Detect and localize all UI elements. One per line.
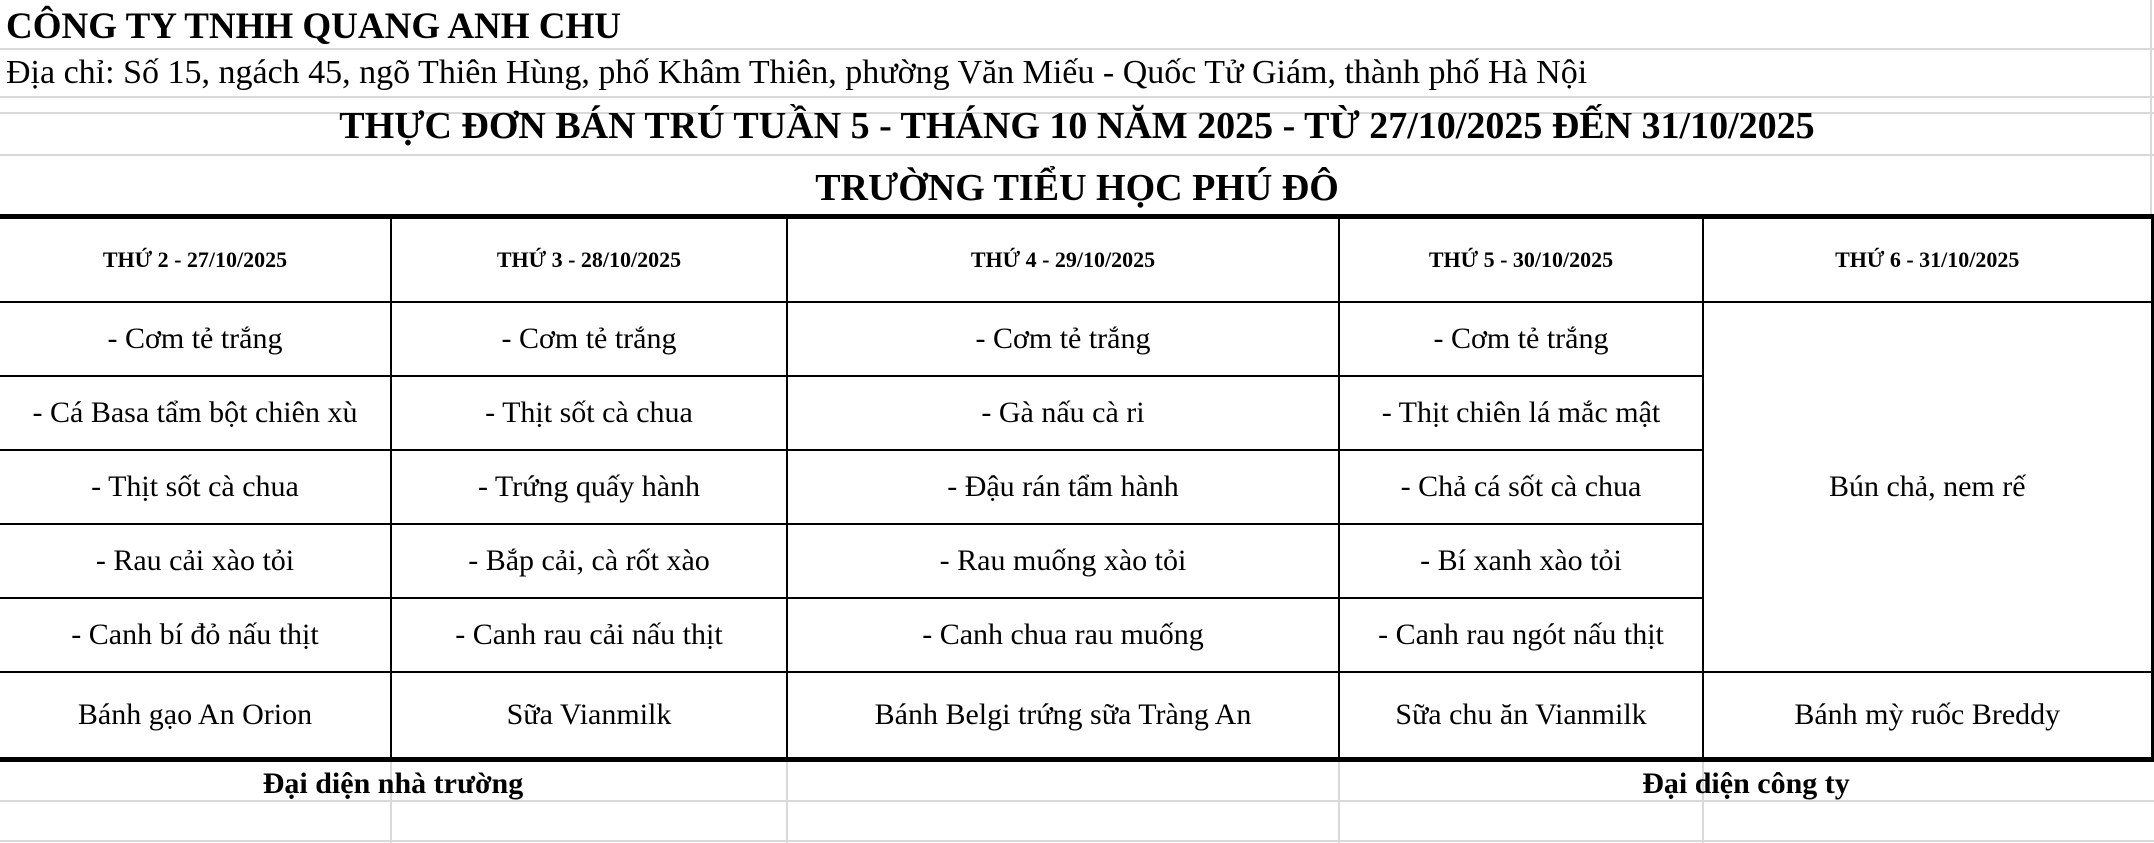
dish-cell: - Bí xanh xào tỏi bbox=[1339, 524, 1703, 598]
snack-cell: Sữa Vianmilk bbox=[391, 672, 787, 760]
gridline bbox=[0, 96, 2154, 98]
snack-cell: Bánh gạo An Orion bbox=[0, 672, 391, 760]
day-header-thursday: THỨ 5 - 30/10/2025 bbox=[1339, 217, 1703, 303]
dish-cell: - Canh bí đỏ nấu thịt bbox=[0, 598, 391, 672]
snack-cell: Bánh Belgi trứng sữa Tràng An bbox=[787, 672, 1339, 760]
dish-cell: - Cá Basa tẩm bột chiên xù bbox=[0, 376, 391, 450]
dish-cell: - Thịt chiên lá mắc mật bbox=[1339, 376, 1703, 450]
snack-row bbox=[0, 672, 2152, 760]
company-representative-label: Đại diện công ty bbox=[1642, 767, 1850, 800]
day-header-wednesday: THỨ 4 - 29/10/2025 bbox=[787, 217, 1339, 303]
dish-cell: - Rau cải xào tỏi bbox=[0, 524, 391, 598]
snack-cell: Bánh mỳ ruốc Breddy bbox=[1703, 672, 2152, 760]
dish-cell: - Cơm tẻ trắng bbox=[391, 302, 787, 376]
table-header-row bbox=[0, 217, 2152, 303]
company-address: Địa chỉ: Số 15, ngách 45, ngõ Thiên Hùng, phố Khâm Thiên, phường Văn Miếu - Quốc Tử Giám, thành phố Hà Nội bbox=[6, 54, 1588, 91]
gridline bbox=[786, 760, 788, 843]
gridline bbox=[0, 48, 2154, 50]
dish-cell: - Rau muống xào tỏi bbox=[787, 524, 1339, 598]
gridline bbox=[0, 840, 2154, 842]
dish-cell: - Chả cá sốt cà chua bbox=[1339, 450, 1703, 524]
snack-cell: Sữa chu ăn Vianmilk bbox=[1339, 672, 1703, 760]
dish-cell: - Canh rau ngót nấu thịt bbox=[1339, 598, 1703, 672]
dish-cell: - Thịt sốt cà chua bbox=[0, 450, 391, 524]
menu-title: THỰC ĐƠN BÁN TRÚ TUẦN 5 - THÁNG 10 NĂM 2025 - TỪ 27/10/2025 ĐẾN 31/10/2025 bbox=[339, 105, 1815, 147]
school-representative-label: Đại diện nhà trường bbox=[262, 767, 524, 800]
dish-cell: - Bắp cải, cà rốt xào bbox=[391, 524, 787, 598]
friday-dish-cell: Bún chả, nem rế bbox=[1703, 302, 2152, 672]
school-name: TRƯỜNG TIỂU HỌC PHÚ ĐÔ bbox=[815, 167, 1339, 209]
dish-cell: - Cơm tẻ trắng bbox=[787, 302, 1339, 376]
weekly-menu-table bbox=[0, 214, 2154, 762]
dish-cell: - Đậu rán tẩm hành bbox=[787, 450, 1339, 524]
dish-cell: - Gà nấu cà ri bbox=[787, 376, 1339, 450]
dish-cell: - Trứng quấy hành bbox=[391, 450, 787, 524]
gridline bbox=[0, 154, 2154, 156]
dish-cell: - Thịt sốt cà chua bbox=[391, 376, 787, 450]
day-header-monday: THỨ 2 - 27/10/2025 bbox=[0, 217, 391, 303]
dish-cell: - Cơm tẻ trắng bbox=[0, 302, 391, 376]
company-name: CÔNG TY TNHH QUANG ANH CHU bbox=[6, 6, 622, 47]
day-header-tuesday: THỨ 3 - 28/10/2025 bbox=[391, 217, 787, 303]
dish-cell: - Cơm tẻ trắng bbox=[1339, 302, 1703, 376]
day-header-friday: THỨ 6 - 31/10/2025 bbox=[1703, 217, 2152, 303]
dish-cell: - Canh rau cải nấu thịt bbox=[391, 598, 787, 672]
dish-cell: - Canh chua rau muống bbox=[787, 598, 1339, 672]
table-row bbox=[0, 302, 2152, 376]
